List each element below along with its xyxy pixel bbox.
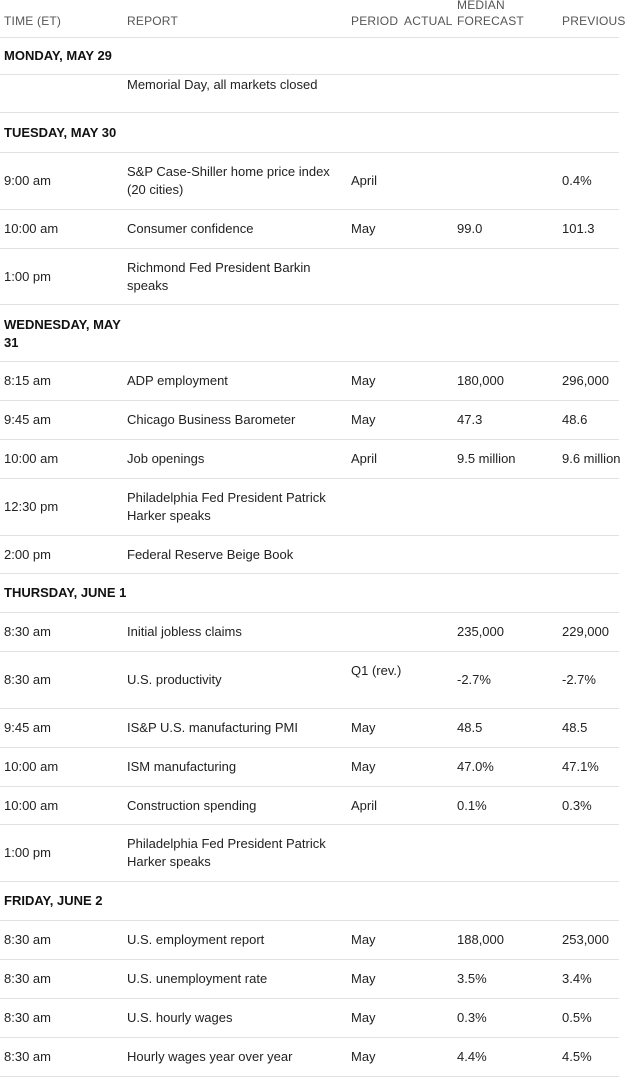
time-cell: 10:00 am: [4, 798, 59, 813]
day-label: FRIDAY, JUNE 2: [4, 893, 103, 908]
header-median: MEDIAN: [457, 0, 505, 12]
forecast-cell: 3.5%: [457, 971, 487, 986]
table-row: [0, 1038, 619, 1077]
report-cell: ADP employment: [127, 373, 228, 388]
day-label: MONDAY, MAY 29: [4, 48, 112, 63]
forecast-cell: 47.3: [457, 412, 483, 427]
period-cell: April: [351, 798, 378, 813]
period-cell: May: [351, 971, 376, 986]
time-cell: 1:00 pm: [4, 269, 51, 284]
time-cell: 9:45 am: [4, 720, 51, 735]
previous-cell: 296,000: [562, 373, 609, 388]
period-cell: May: [351, 412, 376, 427]
header-previous: PREVIOUS: [562, 14, 626, 28]
forecast-cell: 48.5: [457, 720, 483, 735]
table-row: [0, 362, 619, 401]
header-actual: ACTUAL: [404, 14, 453, 28]
forecast-cell: 99.0: [457, 221, 483, 236]
period-cell: May: [351, 221, 376, 236]
time-cell: 9:00 am: [4, 173, 51, 188]
header-period: PERIOD: [351, 14, 399, 28]
previous-cell: 0.4%: [562, 173, 592, 188]
period-cell: Q1 (rev.): [351, 663, 402, 678]
table-row: [0, 825, 619, 882]
report-cell: Philadelphia Fed President Patrick Harker speaks: [127, 836, 326, 869]
report-cell: U.S. productivity: [127, 672, 222, 687]
report-cell: IS&P U.S. manufacturing PMI: [127, 720, 298, 735]
previous-cell: 48.6: [562, 412, 588, 427]
report-cell: S&P Case-Shiller home price index (20 cities): [127, 164, 330, 197]
report-cell: Hourly wages year over year: [127, 1049, 293, 1064]
table-row: [0, 249, 619, 305]
report-cell: U.S. employment report: [127, 932, 265, 947]
time-cell: 8:30 am: [4, 1010, 51, 1025]
report-cell: Memorial Day, all markets closed: [127, 77, 318, 92]
report-cell: Federal Reserve Beige Book: [127, 547, 294, 562]
previous-cell: 0.3%: [562, 798, 592, 813]
day-label: THURSDAY, JUNE 1: [4, 585, 127, 600]
period-cell: May: [351, 1049, 376, 1064]
time-cell: 2:00 pm: [4, 547, 51, 562]
time-cell: 10:00 am: [4, 451, 59, 466]
table-header: [0, 0, 626, 38]
previous-cell: -2.7%: [562, 672, 596, 687]
previous-cell: 47.1%: [562, 759, 599, 774]
day-header-row: [0, 305, 619, 362]
forecast-cell: 4.4%: [457, 1049, 487, 1064]
day-label: TUESDAY, MAY 30: [4, 125, 117, 140]
report-cell: ISM manufacturing: [127, 759, 237, 774]
previous-cell: 9.6 million: [562, 451, 621, 466]
table-row: [0, 999, 619, 1038]
forecast-cell: 235,000: [457, 624, 504, 639]
table-row: [0, 153, 619, 210]
header-forecast: FORECAST: [457, 14, 524, 28]
table-row: [0, 921, 619, 960]
forecast-cell: 180,000: [457, 373, 504, 388]
time-cell: 8:30 am: [4, 672, 51, 687]
report-cell: Consumer confidence: [127, 221, 254, 236]
table-row: [0, 440, 619, 479]
report-cell: Chicago Business Barometer: [127, 412, 296, 427]
header-report: REPORT: [127, 14, 178, 28]
table-row: [0, 479, 619, 536]
time-cell: 9:45 am: [4, 412, 51, 427]
day-header-row: [0, 574, 619, 613]
table-row: [0, 787, 619, 825]
time-cell: 8:30 am: [4, 1049, 51, 1064]
time-cell: 10:00 am: [4, 759, 59, 774]
forecast-cell: 47.0%: [457, 759, 494, 774]
forecast-cell: -2.7%: [457, 672, 491, 687]
previous-cell: 3.4%: [562, 971, 592, 986]
report-cell: Initial jobless claims: [127, 624, 242, 639]
table-row: [0, 401, 619, 440]
period-cell: May: [351, 720, 376, 735]
period-cell: May: [351, 932, 376, 947]
report-cell: Philadelphia Fed President Patrick Harker speaks: [127, 490, 326, 523]
previous-cell: 229,000: [562, 624, 609, 639]
header-time: TIME (ET): [4, 14, 62, 28]
table-row: [0, 75, 619, 113]
report-cell: Construction spending: [127, 798, 257, 813]
time-cell: 8:30 am: [4, 971, 51, 986]
period-cell: April: [351, 173, 378, 188]
period-cell: April: [351, 451, 378, 466]
report-cell: Richmond Fed President Barkin speaks: [127, 260, 311, 293]
previous-cell: 48.5: [562, 720, 588, 735]
time-cell: 8:30 am: [4, 624, 51, 639]
period-cell: May: [351, 1010, 376, 1025]
forecast-cell: 9.5 million: [457, 451, 516, 466]
time-cell: 10:00 am: [4, 221, 59, 236]
day-header-row: [0, 882, 619, 921]
previous-cell: 4.5%: [562, 1049, 592, 1064]
time-cell: 12:30 pm: [4, 499, 59, 514]
time-cell: 1:00 pm: [4, 845, 51, 860]
period-cell: May: [351, 373, 376, 388]
table-row: [0, 748, 619, 787]
time-cell: 8:15 am: [4, 373, 51, 388]
table-row: [0, 960, 619, 999]
table-row: [0, 613, 619, 652]
forecast-cell: 0.3%: [457, 1010, 487, 1025]
previous-cell: 253,000: [562, 932, 609, 947]
table-row: [0, 709, 619, 748]
day-header-row: [0, 114, 619, 153]
previous-cell: 101.3: [562, 221, 595, 236]
forecast-cell: 0.1%: [457, 798, 487, 813]
table-row: [0, 652, 619, 709]
forecast-cell: 188,000: [457, 932, 504, 947]
table-row: [0, 536, 619, 574]
time-cell: 8:30 am: [4, 932, 51, 947]
report-cell: U.S. unemployment rate: [127, 971, 268, 986]
day-header-row: [0, 37, 619, 75]
period-cell: May: [351, 759, 376, 774]
report-cell: U.S. hourly wages: [127, 1010, 233, 1025]
previous-cell: 0.5%: [562, 1010, 592, 1025]
report-cell: Job openings: [127, 451, 205, 466]
table-row: [0, 210, 619, 249]
day-label: WEDNESDAY, MAY 31: [4, 317, 121, 350]
